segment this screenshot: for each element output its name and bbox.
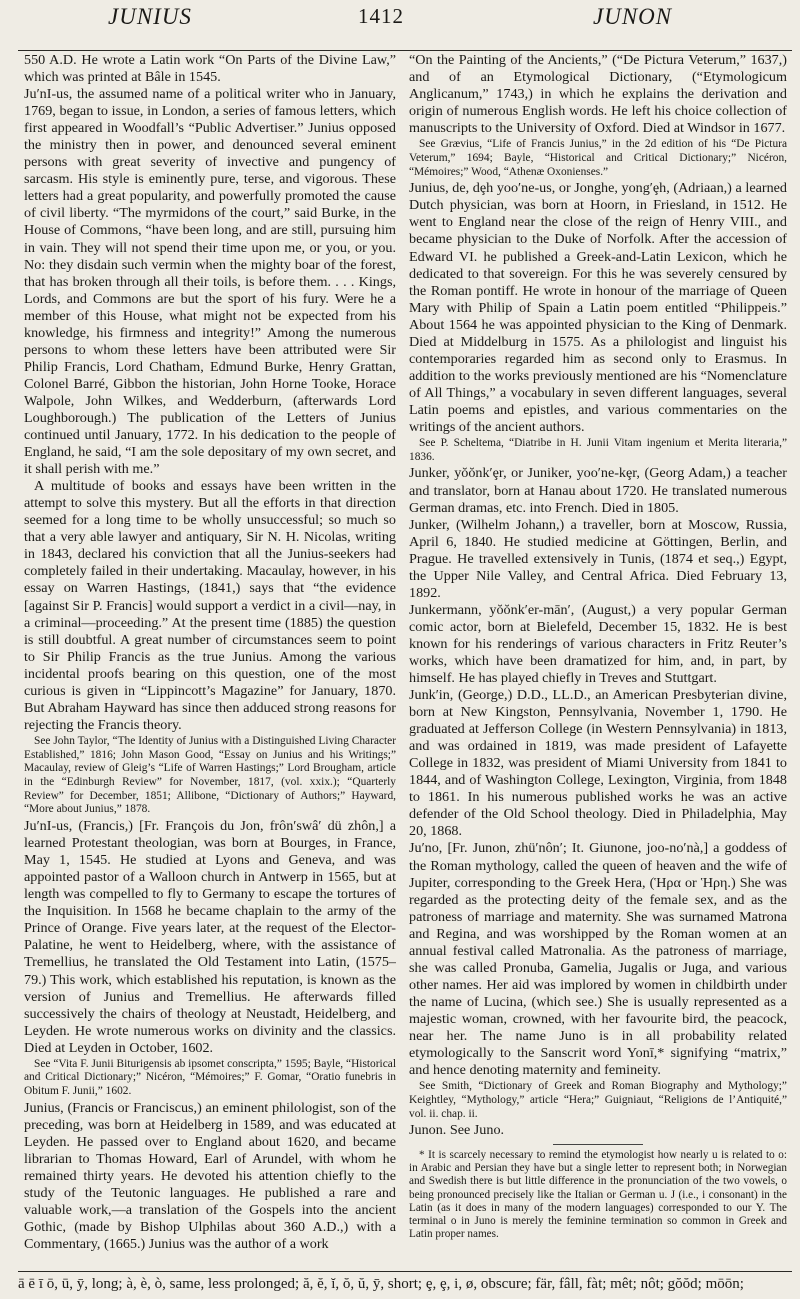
entry-juno: Ju′no, [Fr. Junon, zhü′nôn′; It. Giunone, joo-no′nà,] a goddess of the Roman mythology, called the queen of heaven and the wife of Jupiter, corresponding to the Greek Hera, (Ἡρα or Ἡρη.) She was regarded as the protecting deity of the female sex, and as the patroness of marriage and maternity. She was surnamed Matrona and Regina, and was worshipped by the Roman women at an annual festival called Matronalia. As the patroness of marriage, she was called Pronuba, Gamelia, Jugalis or Juga, and various other names. Her aid was implored by women in childbirth under the name of Lucina, (which see.) She is usually represented as a majestic woman, crowned, with her favourite bird, the peacock, near her. The name Juno is in all probability related etymologically to the Sanscrit word Yonī,* signifying “matrix,” and hence denoting maternity and femineity. <box>409 840 787 1079</box>
page-number: 1412 <box>358 4 404 28</box>
entry-references: See “Vita F. Junii Biturigensis ab ipsomet conscripta,” 1595; Bayle, “Historical and Critical Dictionary;” Nicéron, “Mémoires;” F. Gomar, “Oratio funebris in Obitum F. Junii,” 1602. <box>24 1057 396 1098</box>
entry-junon: Junon. See Juno. <box>409 1122 505 1139</box>
entry-junius-philologist: Junius, (Francis or Franciscus,) an eminent philologist, son of the preceding, was born at Heidelberg in 1589, and was educated at Leyden. He passed over to England about 1620, and became librarian to Thomas Howard, Earl of Arundel, with whom he remained thirty years. He devoted his attention chiefly to the study of the Teutonic languages. He published a rare and valuable work,—a translation of the Gospels into the ancient Gothic, (made by Bishop Ulphilas about 360 A.D.,) with a Commentary, (1665.) Junius was the author of a work <box>24 1099 396 1253</box>
left-column <box>24 52 396 1270</box>
entry-continuation: 550 A.D. He wrote a Latin work “On Parts of the Divine Law,” which was printed at Bâle in 1545. <box>24 52 396 86</box>
entry-junius-de: Junius, de, dȩh yoo′ne-us, or Jonghe, yong′ȩh, (Adriaan,) a learned Dutch physician, was born at Hoorn, in Friesland, in 1512. He went to England near the close of the reign of Henry VIII., and became physician to the Duke of Norfolk. After the accession of Edward VI. he published a Greek-and-Latin Lexicon, which he dedicated to that sovereign. For this he was severely censured by the Roman pontiff. He wrote in honour of the marriage of Queen Mary with Philip of Spain a Latin poem entitled “Philippeis.” About 1564 he was appointed physician to the King of Denmark. Died at Middelburg in 1575. As a philologist and linguist his contemporaries regarded him as second only to Erasmus. In addition to the works previously mentioned are his “Nomenclature of All Things,” a vocabulary in seven different languages, several Latin poems and epistles, and various commentaries on the writings of the ancient authors. <box>409 180 787 435</box>
entry-junius-writer: Ju′nI-us, the assumed name of a political writer who in January, 1769, began to issue, in London, a series of famous letters, which first appeared in Woodfall’s “Public Advertiser.” Junius opposed the ministry then in power, and denounced several eminent persons with great severity of invective and pungency of sarcasm. His style is eminently pure, terse, and vigorous. These letters had a great popularity, and powerfully promoted the cause of civil liberty. “The myrmidons of the court,” said Burke, in the House of Commons, “have been long, and are still, pursuing him in vain. They will not spend their time upon me, or you, or you. No: they disdain such vermin when the mighty boar of the forest, that has broken through all their toils, is before them. . . . Kings, Lords, and Commons are but the sport of his fury. Were he a member of this House, what might not be expected from his knowledge, his firmness and integrity!” Among the numerous persons to whom these letters have been attributed were Sir Philip Francis, Lord Chatham, Edmund Burke, Henry Grattan, Colonel Barré, Gibbon the historian, John Horne Tooke, Horace Walpole, John Wilkes, and Wedderburn, (afterwards Lord Loughborough.) The publication of the Letters of Junius continued until January, 1772. In his dedication to the people of England, he said, “I am the sole depositary of my own secret, and it shall perish with me.” <box>24 86 396 478</box>
entry-references: See P. Scheltema, “Diatribe in H. Junii Vitam ingenium et Merita literaria,” 1836. <box>409 437 787 463</box>
entry-junius-francis: Ju′nI-us, (Francis,) [Fr. François du Jon, frôn′swâ′ dü zhôn,] a learned Protestant theologian, was born at Bourges, in France, May 1, 1545. He studied at Lyons and Geneva, and was appointed pastor of a Walloon church in Antwerp in 1565, but at length was compelled to fly to Germany to escape the tortures of the Inquisition. In 1568 he became chaplain to the army of the Prince of Orange. Five years later, at the request of the Elector-Palatine, he went to Heidelberg, where, with the assistance of Tremellius, he translated the Old Testament into Latin, (1575–79.) This work, which established his reputation, is known as the version of Junius and Tremellius. He afterwards filled successively the chairs of theology at Neustadt, Heidelberg, and Leyden. He wrote numerous works on divinity and the classics. Died at Leyden in October, 1602. <box>24 818 396 1056</box>
entry-junker-wilhelm: Junker, (Wilhelm Johann,) a traveller, born at Moscow, Russia, April 6, 1840. He studied medicine at Göttingen, Berlin, and Prague. He travelled extensively in Tunis, (1874 et seq.,) Egypt, the Upper Nile Valley, and Central Africa. Died February 13, 1892. <box>409 516 787 601</box>
entry-junker-georg: Junker, yŏŏnk′ȩr, or Juniker, yoo′ne-kȩr, (Georg Adam,) a teacher and translator, born at Hanau about 1720. He translated numerous German dramas, etc. into French. Died in 1805. <box>409 465 787 516</box>
footnote-divider <box>553 1144 643 1145</box>
pronunciation-key: ā ē ī ō, ū, ȳ, long; à, è, ò, same, less prolonged; ă, ĕ, ĭ, ŏ, ŭ, ȳ, short; ȩ, ȩ, i, ø, obscure; fär, fâll, fàt; mêt; nôt; gŏŏd; mōōn; <box>18 1271 792 1298</box>
footnote: * It is scarcely necessary to remind the etymologist how nearly u is related to o: in Arabic and Persian they have but a single letter to represent both; in Norwegian and Swedish there is but little difference in the pronunciation of the two vowels, o being pronounced precisely like the Italian or German u. J (i.e., i consonant) in the Latin (as it does in many of the modern languages) corresponded to our Y. The terminal o in Juno is merely the feminine termination so common in Greek and Latin proper names. <box>409 1149 787 1240</box>
right-column <box>409 52 787 1270</box>
entry-references: See Smith, “Dictionary of Greek and Roman Biography and Mythology;” Keightley, “Mythology,” article “Hera;” Guigniaut, “Religions de l’Antiquité,” vol. ii. chap. ii. <box>409 1080 787 1120</box>
entry-junkin: Junk′in, (George,) D.D., LL.D., an American Presbyterian divine, born at New Kingston, Pennsylvania, November 1, 1790. He graduated at Jefferson College (in Western Pennsylvania) in 1813, and was ordained in 1819, was made president of Lafayette College in 1832, was president of Miami University from 1841 to 1844, and of Washington College, Lexington, Virginia, from 1848 to 1861. In his numerous published works he was an active defender of the Old School theology. Died in Philadelphia, May 20, 1868. <box>409 687 787 840</box>
entry-paragraph: A multitude of books and essays have been written in the attempt to solve this mystery. But all the efforts in that direction seemed for a long time to be wholly unsuccessful; so much so that a very able lawyer and antiquary, Sir N. H. Nicolas, writing in 1843, declared his conviction that all the Junius-seekers had completely failed in their undertaking. Macaulay, however, in his essay on Warren Hastings, (1841,) says that “the evidence [against Sir P. Francis] would support a verdict in a civil—nay, in a criminal—proceeding.” At the present time (1885) the question is still doubtful. A great number of circumstances seem to point to Sir Philip Francis as the true Junius. Among the various incidental proofs bearing on this question, one of the most curious is given in “Lippincott’s Magazine” for January, 1870. But Abraham Hayward has since then adduced strong reasons for rejecting the Francis theory. <box>24 478 396 733</box>
running-header <box>18 0 792 51</box>
header-right-catchword: JUNON <box>593 4 673 29</box>
header-left-catchword: JUNIUS <box>108 4 192 29</box>
entry-continuation: “On the Painting of the Ancients,” (“De Pictura Veterum,” 1637,) and of an Etymological Dictionary, (“Etymologicum Anglicanum,” 1743,) in which he explains the derivation and origin of numerous English words. He left his choice collection of manuscripts to the University of Oxford. Died at Windsor in 1677. <box>409 52 787 137</box>
entry-references: See John Taylor, “The Identity of Junius with a Distinguished Living Character Established,” 1816; John Mason Good, “Essay on Junius and his Writings;” Macaulay, review of Gleig’s “Life of Warren Hastings;” Lord Brougham, article in the “Edinburgh Review” for November, 1817, (vol. xxix.); “Quarterly Review” for December, 1851; Allibone, “Dictionary of Authors;” Hayward, “More about Junius,” 1878. <box>24 734 396 816</box>
entry-junkermann: Junkermann, yŏŏnk′er-mān′, (August,) a very popular German comic actor, born at Bielefeld, December 15, 1832. He is best known for his renderings of various characters in Fritz Reuter’s works, which have been dramatized for him, and, in part, by himself. He has played chiefly in Treves and Stuttgart. <box>409 601 787 687</box>
entry-references: See Grævius, “Life of Francis Junius,” in the 2d edition of his “De Pictura Veterum,” 1694; Bayle, “Historical and Critical Dictionary;” Nicéron, “Mémoires;” Wood, “Athenæ Oxonienses.” <box>409 138 787 178</box>
